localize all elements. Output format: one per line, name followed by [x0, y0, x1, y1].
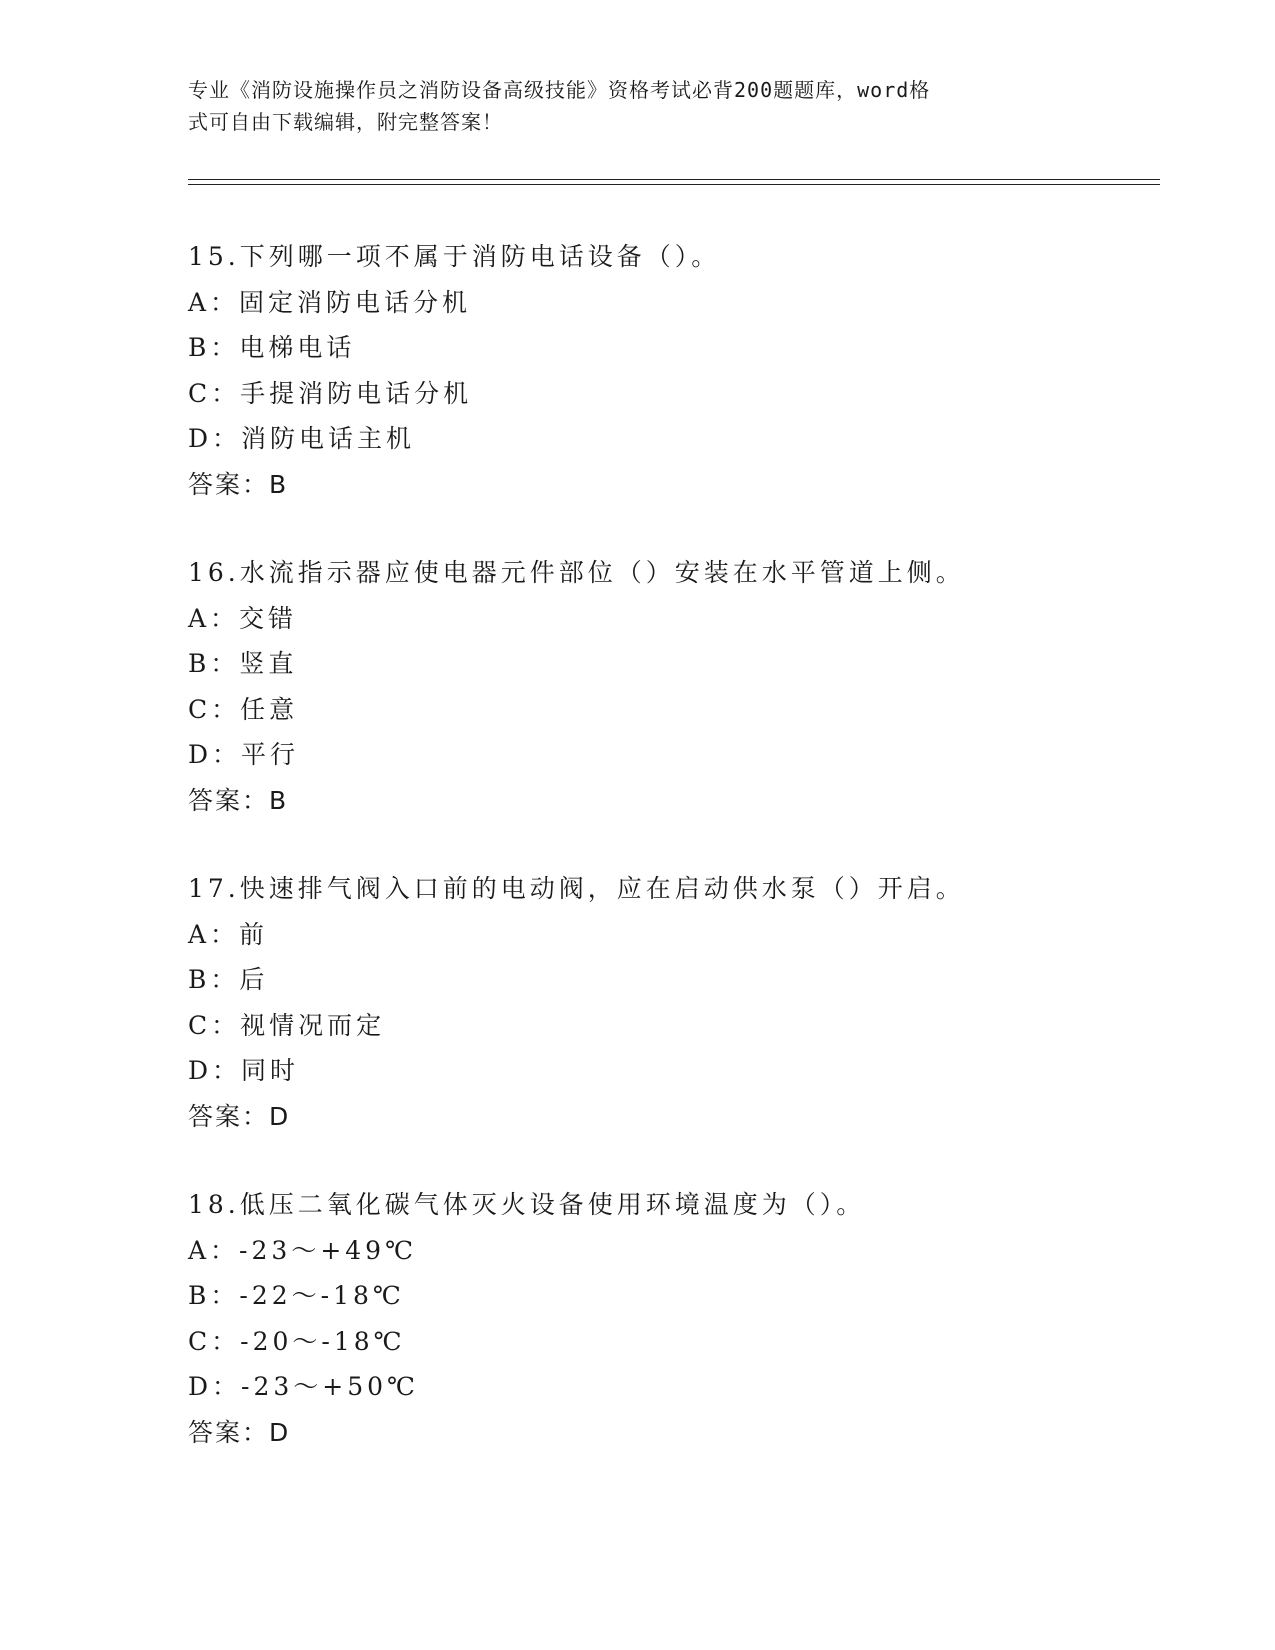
option-d: D：-23～+50℃	[188, 1372, 420, 1402]
question-stem: 15.下列哪一项不属于消防电话设备（）。	[188, 242, 721, 271]
header-divider-top	[188, 179, 1160, 180]
option-c: C：任意	[188, 694, 299, 724]
question-15	[188, 234, 1168, 508]
option-b: B：电梯电话	[188, 333, 356, 363]
option-d: D：同时	[188, 1056, 300, 1086]
question-stem: 18.低压二氧化碳气体灭火设备使用环境温度为（）。	[188, 1190, 866, 1219]
question-stem: 17.快速排气阀入口前的电动阀，应在启动供水泵（）开启。	[188, 874, 965, 903]
option-a: A：前	[188, 919, 269, 949]
option-c: C：-20～-18℃	[188, 1326, 406, 1356]
option-c: C：视情况而定	[188, 1010, 386, 1040]
option-d: D：平行	[188, 740, 300, 770]
header-divider-bottom	[188, 184, 1160, 185]
option-b: B：竖直	[188, 649, 298, 679]
header-line-1: 专业《消防设施操作员之消防设备高级技能》资格考试必背200题题库，word格	[188, 78, 931, 102]
document-header	[188, 74, 1088, 138]
answer: 答案：D	[188, 1417, 291, 1447]
question-16	[188, 550, 1168, 824]
question-stem: 16.水流指示器应使电器元件部位（）安装在水平管道上侧。	[188, 558, 965, 587]
answer: 答案：D	[188, 1101, 291, 1131]
answer: 答案：B	[188, 469, 289, 499]
question-17	[188, 866, 1168, 1140]
option-a: A：交错	[188, 603, 298, 633]
option-d: D：消防电话主机	[188, 424, 416, 454]
header-line-2: 式可自由下载编辑，附完整答案！	[188, 110, 503, 134]
option-c: C：手提消防电话分机	[188, 378, 473, 408]
option-a: A：固定消防电话分机	[188, 287, 472, 317]
answer: 答案：B	[188, 785, 289, 815]
option-b: B：-22～-18℃	[188, 1281, 405, 1311]
option-b: B：后	[188, 965, 269, 995]
question-18	[188, 1182, 1168, 1456]
option-a: A：-23～+49℃	[188, 1235, 418, 1265]
